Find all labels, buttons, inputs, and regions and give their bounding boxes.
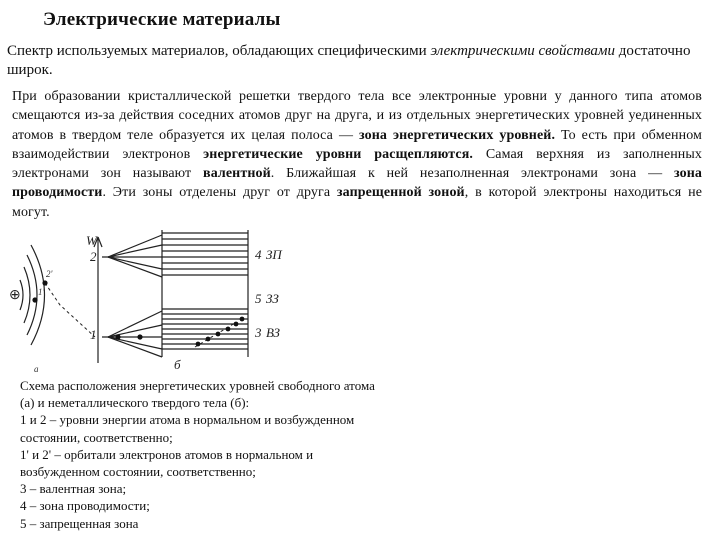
zone-num-valence: 3 (255, 325, 262, 340)
intro-text-italic: электрическими свойствами (430, 43, 615, 59)
band-theory-paragraph (12, 87, 702, 222)
intro-text (7, 42, 707, 80)
transition-dashed (195, 323, 235, 347)
zone-num-conduction: 4 (255, 247, 262, 262)
page-title: Электрические материалы (43, 9, 281, 30)
orbit-arc (24, 267, 30, 323)
electron-dot (240, 317, 245, 322)
caption-line: (а) и неметаллического твердого тела (б): (20, 395, 250, 411)
electron-dot (115, 334, 120, 339)
caption-line: 4 – зона проводимости; (20, 498, 150, 514)
level-label-1: 1 (90, 327, 97, 342)
para-seg: Самая верхняя из заполненных электронами зон называют (12, 146, 702, 182)
intro-text-end: достаточно широк. (7, 43, 691, 78)
para-seg: , в которой электроны находиться не могут. (12, 185, 703, 220)
electron-dot (226, 327, 231, 332)
electron-dot (137, 334, 142, 339)
para-seg: . Эти зоны отделены друг от друга (102, 185, 337, 201)
part-label-b: б (174, 357, 181, 372)
term-valence: валентной (203, 166, 271, 182)
para-seg: При образовании кристаллической решетки твердого тела все электронные уровни у данного типа атомов смещаются из-за действия соседних атомов друг на друга, и из отдельных энергетических уровней уединенных атомов в твердом теле образуется их целая полоса — (12, 89, 702, 143)
diagram-caption (20, 377, 420, 532)
caption-line: 5 – запрещенная зона (20, 515, 139, 531)
orbit-label-2: 2' (46, 269, 53, 279)
caption-line: Схема расположения энергетических уровней свободного атома (20, 378, 375, 393)
part-label-a: а (34, 364, 39, 374)
split-line (108, 235, 162, 257)
zone-num-forbidden: 5 (255, 291, 262, 306)
zone-name-valence: ВЗ (266, 325, 280, 340)
nucleus-icon: ⊕ (9, 288, 21, 303)
split-line (108, 325, 162, 337)
electron-dot (206, 337, 211, 342)
caption-line: 1 и 2 – уровни энергии атома в нормальном и возбужденном (20, 412, 355, 428)
electron-dot (42, 280, 47, 285)
level-label-2: 2 (90, 249, 97, 264)
electron-dot (234, 322, 239, 327)
caption-line: возбужденном состоянии, соответственно; (20, 464, 256, 480)
para-seg: . Ближайшая к ней незаполненная электронами зона — (270, 166, 674, 182)
transition-dashed (45, 283, 95, 337)
electron-dot (216, 332, 221, 337)
energy-level-diagram (0, 225, 300, 375)
term-levels-split: энергетические уровни расщепляются. (203, 146, 473, 162)
zone-name-forbidden: ЗЗ (266, 291, 279, 306)
orbit-label-1: 1' (38, 287, 45, 297)
zone-name-conduction: ЗП (266, 247, 282, 262)
term-energy-band: зона энергетических уровней. (359, 127, 556, 143)
electron-dot (32, 297, 37, 302)
axis-label-w: W (86, 233, 97, 248)
split-line (108, 245, 162, 257)
electron-dot (196, 342, 201, 347)
split-line (108, 311, 162, 337)
term-forbidden-band: запрещенной зоной (336, 185, 465, 201)
term-conduction-band: зона проводимости (12, 166, 702, 201)
caption-line: 3 – валентная зона; (20, 481, 127, 497)
intro-text-start: Спектр используемых материалов, обладающих специфическими (7, 43, 431, 59)
para-seg: То есть при обменном взаимодействии электронов (12, 127, 703, 162)
caption-line: состоянии, соответственно; (20, 429, 173, 445)
orbit-arc (27, 255, 37, 335)
caption-line: 1' и 2' – орбитали электронов атомов в нормальном и (20, 446, 314, 462)
